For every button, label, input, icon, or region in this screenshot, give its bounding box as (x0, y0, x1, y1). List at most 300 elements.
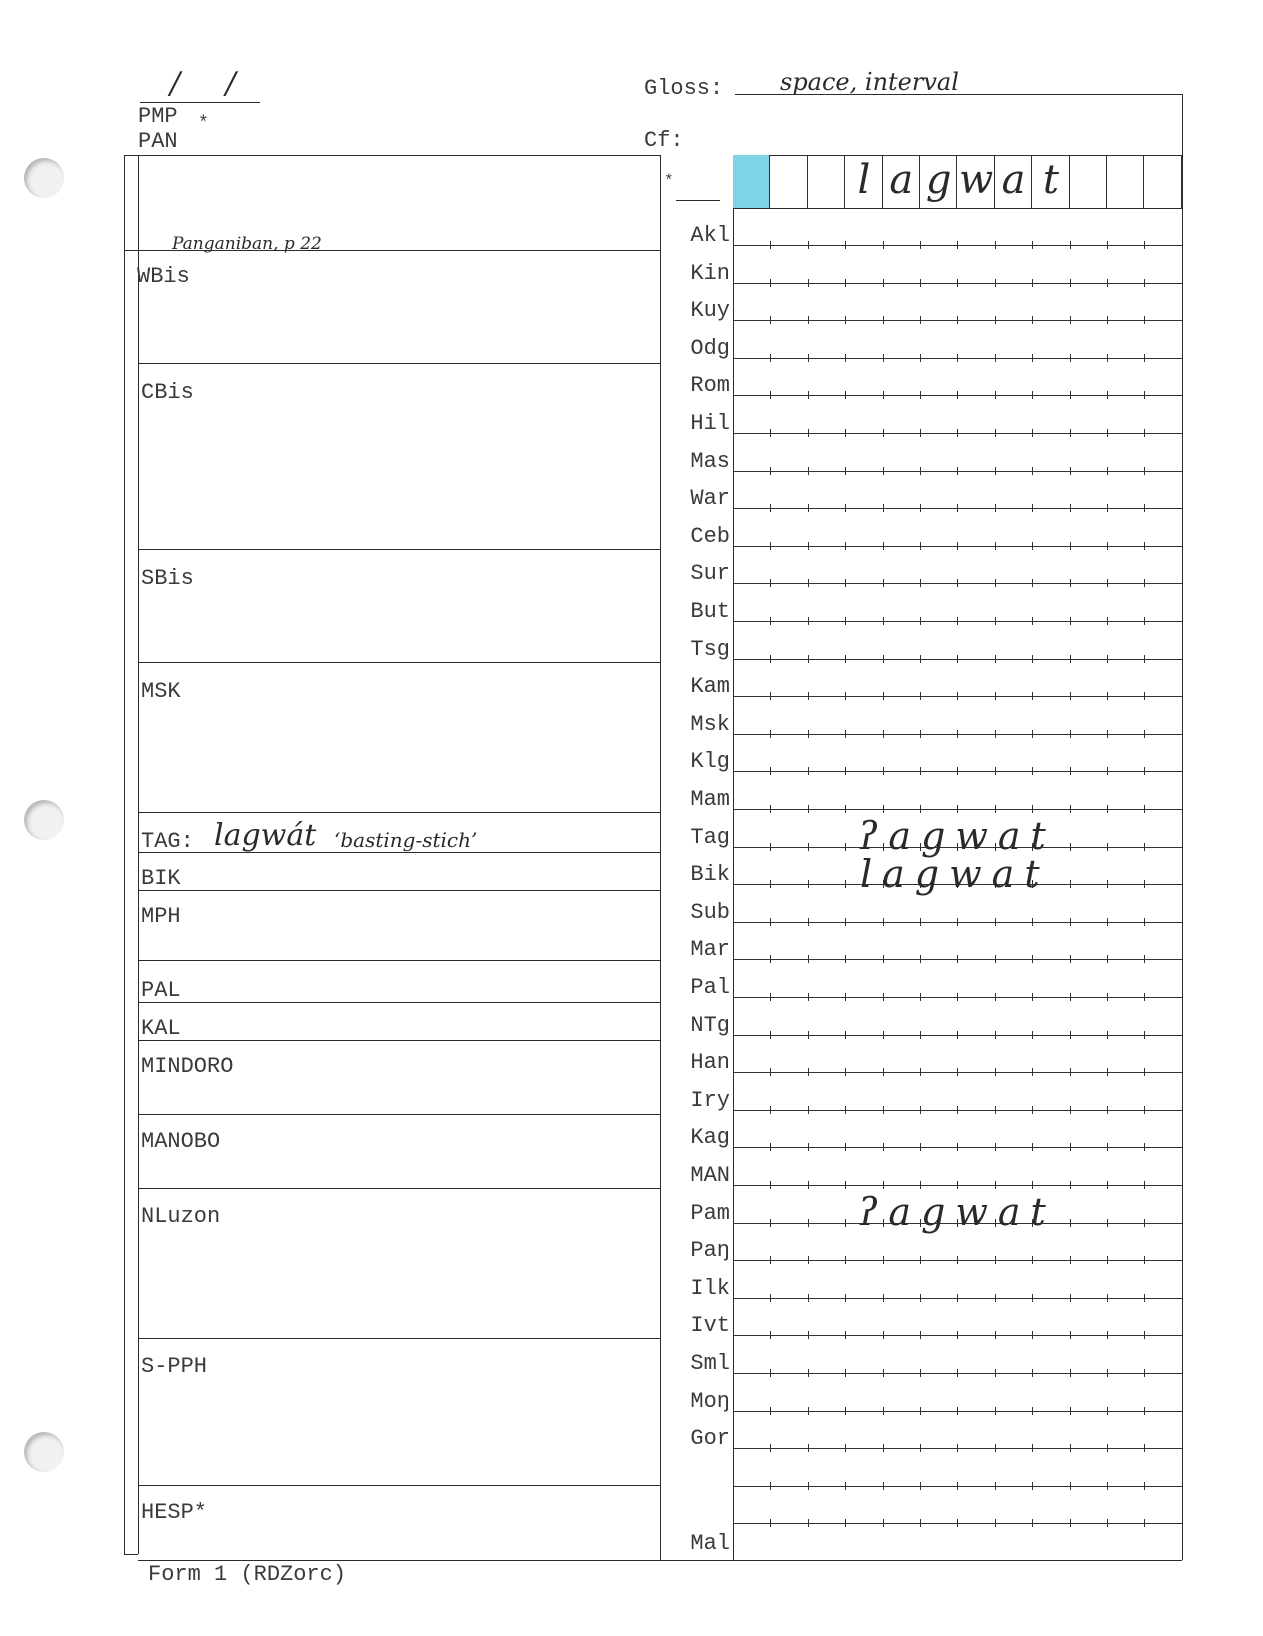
row-tick (957, 279, 958, 287)
row-tick (845, 1482, 846, 1490)
notes-right-border (660, 155, 661, 1560)
row-tick (1107, 1331, 1108, 1339)
row-tick (1070, 655, 1071, 663)
row-tick (808, 880, 809, 888)
form-bik: lagwat (860, 852, 1050, 896)
row-tick (1144, 354, 1145, 362)
row-tick (1144, 1482, 1145, 1490)
row-tick (808, 391, 809, 399)
row-tick (957, 1331, 958, 1339)
row-tick (957, 241, 958, 249)
group-label-wbis: WBis (137, 264, 190, 289)
row-tick (883, 316, 884, 324)
row-tick (1032, 504, 1033, 512)
row-tick (1032, 1181, 1033, 1189)
form-tag: ʔagwat (858, 814, 1056, 858)
language-label-17: Bik (690, 862, 730, 888)
row-tick (1144, 1256, 1145, 1264)
row-tick (1032, 579, 1033, 587)
row-tick (920, 692, 921, 700)
row-tick (1070, 880, 1071, 888)
group-separator (138, 662, 660, 663)
row-tick (1107, 1031, 1108, 1039)
reconstruction-cell (733, 155, 770, 208)
row-tick (883, 1519, 884, 1527)
row-tick (1070, 1031, 1071, 1039)
row-tick (957, 955, 958, 963)
group-label-manobo: MANOBO (141, 1129, 221, 1154)
row-tick (920, 279, 921, 287)
row-tick (995, 316, 996, 324)
pan-label: PAN (138, 129, 178, 154)
row-tick (1107, 1407, 1108, 1415)
row-tick (1032, 918, 1033, 926)
row-tick (808, 1068, 809, 1076)
row-tick (1032, 542, 1033, 550)
row-tick (770, 1143, 771, 1151)
row-tick (995, 1143, 996, 1151)
row-tick (808, 730, 809, 738)
language-label-21: NTg (690, 1012, 730, 1038)
row-tick (1144, 542, 1145, 550)
language-label-7: War (690, 486, 730, 512)
row-tick (995, 579, 996, 587)
group-label-spph: S-PPH (141, 1354, 208, 1379)
row-tick (1107, 467, 1108, 475)
row-tick (1032, 692, 1033, 700)
row-tick (883, 354, 884, 362)
row-tick (1107, 542, 1108, 550)
row-tick (1107, 767, 1108, 775)
row-tick (883, 1444, 884, 1452)
row-tick (883, 1068, 884, 1076)
row-tick (1032, 279, 1033, 287)
row-tick (1070, 843, 1071, 851)
row-tick (995, 504, 996, 512)
row-tick (1032, 1256, 1033, 1264)
row-tick (770, 617, 771, 625)
row-tick (883, 1482, 884, 1490)
row-tick (920, 730, 921, 738)
row-tick (845, 1068, 846, 1076)
row-tick (957, 542, 958, 550)
group-separator (138, 812, 660, 813)
row-tick (1070, 1369, 1071, 1377)
row-tick (845, 1031, 846, 1039)
row-tick (770, 241, 771, 249)
row-tick (808, 993, 809, 1001)
row-tick (1107, 617, 1108, 625)
gloss-underline (735, 94, 1182, 95)
row-tick (770, 918, 771, 926)
row-tick (808, 1031, 809, 1039)
row-tick (1107, 805, 1108, 813)
row-tick (883, 1331, 884, 1339)
row-tick (1070, 767, 1071, 775)
row-tick (995, 1106, 996, 1114)
group-separator (138, 1114, 660, 1115)
row-tick (845, 241, 846, 249)
row-tick (1107, 692, 1108, 700)
row-tick (1070, 993, 1071, 1001)
row-tick (845, 1294, 846, 1302)
row-tick (957, 467, 958, 475)
row-tick (1144, 805, 1145, 813)
row-tick (883, 241, 884, 249)
row-tick (1032, 1482, 1033, 1490)
row-tick (808, 1106, 809, 1114)
reconstruction-cell (1144, 155, 1181, 208)
row-tick (845, 918, 846, 926)
row-tick (1144, 655, 1145, 663)
row-tick (920, 805, 921, 813)
row-tick (770, 805, 771, 813)
row-tick (995, 1444, 996, 1452)
row-tick (1144, 579, 1145, 587)
row-tick (845, 1519, 846, 1527)
row-tick (957, 1444, 958, 1452)
row-tick (957, 1106, 958, 1114)
row-tick (883, 1106, 884, 1114)
reconstruction-letter: a (889, 157, 914, 203)
row-tick (1032, 1369, 1033, 1377)
reconstruction-letter: w (958, 157, 994, 203)
row-tick (957, 1482, 958, 1490)
row-tick (1032, 1031, 1033, 1039)
row-tick (883, 391, 884, 399)
row-tick (808, 1519, 809, 1527)
row-tick (1070, 241, 1071, 249)
row-tick (845, 1444, 846, 1452)
row-tick (770, 730, 771, 738)
reconstruction-letter: a (1001, 157, 1026, 203)
row-tick (1144, 1331, 1145, 1339)
binder-hole-bottom (24, 1432, 64, 1472)
row-tick (1144, 1407, 1145, 1415)
row-tick (1070, 730, 1071, 738)
row-tick (808, 467, 809, 475)
row-tick (883, 918, 884, 926)
row-tick (1032, 730, 1033, 738)
form-left-outer-border (124, 155, 125, 1554)
row-tick (1032, 391, 1033, 399)
row-tick (1107, 843, 1108, 851)
row-tick (1070, 805, 1071, 813)
row-tick (1032, 467, 1033, 475)
gloss-label: Gloss: (644, 76, 724, 101)
form-bottom-border (138, 1560, 1182, 1561)
row-tick (957, 730, 958, 738)
row-tick (883, 1143, 884, 1151)
row-tick (1070, 579, 1071, 587)
row-tick (1144, 429, 1145, 437)
language-label-12: Kam (690, 674, 730, 700)
row-tick (770, 316, 771, 324)
reconstruction-cell (1070, 155, 1107, 208)
row-tick (883, 1031, 884, 1039)
group-label-bik: BIK (141, 866, 181, 891)
row-tick (920, 1256, 921, 1264)
row-tick (995, 1256, 996, 1264)
row-tick (1144, 993, 1145, 1001)
row-tick (1032, 1444, 1033, 1452)
reconstruction-underline (676, 200, 720, 201)
row-tick (1107, 1181, 1108, 1189)
row-tick (770, 504, 771, 512)
row-tick (883, 1407, 884, 1415)
group-label-mindoro: MINDORO (141, 1054, 234, 1079)
row-tick (995, 805, 996, 813)
row-tick (1107, 1369, 1108, 1377)
row-tick (845, 429, 846, 437)
row-tick (1107, 1106, 1108, 1114)
row-tick (1144, 1519, 1145, 1527)
row-tick (883, 767, 884, 775)
row-tick (1107, 579, 1108, 587)
row-tick (1107, 1444, 1108, 1452)
language-label-14: Klg (690, 749, 730, 775)
row-tick (770, 1369, 771, 1377)
form-top-border (124, 155, 660, 156)
row-tick (920, 918, 921, 926)
row-tick (845, 467, 846, 475)
row-tick (995, 1181, 996, 1189)
row-tick (920, 391, 921, 399)
row-tick (770, 1031, 771, 1039)
form-bottom-tab (124, 1554, 138, 1555)
row-tick (845, 504, 846, 512)
row-tick (995, 1519, 996, 1527)
group-label-sbis: SBis (141, 566, 194, 591)
language-label-16: Tag (690, 824, 730, 850)
group-label-kal: KAL (141, 1016, 181, 1041)
row-tick (770, 429, 771, 437)
row-tick (770, 467, 771, 475)
row-tick (1070, 1068, 1071, 1076)
group-separator (138, 890, 660, 891)
tag-entry-word: lagwát (214, 818, 317, 853)
row-tick (920, 241, 921, 249)
row-tick (808, 617, 809, 625)
row-tick (957, 918, 958, 926)
row-tick (883, 993, 884, 1001)
row-tick (957, 617, 958, 625)
row-tick (845, 1219, 846, 1227)
row-tick (995, 692, 996, 700)
row-tick (845, 1331, 846, 1339)
row-tick (920, 955, 921, 963)
row-tick (1107, 279, 1108, 287)
row-tick (920, 655, 921, 663)
row-tick (1070, 1444, 1071, 1452)
row-tick (1107, 955, 1108, 963)
row-tick (770, 279, 771, 287)
row-tick (808, 692, 809, 700)
row-tick (957, 1181, 958, 1189)
row-tick (1144, 1031, 1145, 1039)
language-label-15: Mam (690, 787, 730, 812)
row-tick (770, 1407, 771, 1415)
row-tick (845, 1106, 846, 1114)
row-tick (1032, 1519, 1033, 1527)
row-tick (1144, 1181, 1145, 1189)
row-tick (808, 241, 809, 249)
row-tick (957, 805, 958, 813)
row-tick (808, 1219, 809, 1227)
language-label-23: Iry (690, 1087, 730, 1113)
language-label-5: Hil (690, 411, 730, 436)
row-tick (1107, 918, 1108, 926)
row-tick (770, 993, 771, 1001)
row-tick (920, 1143, 921, 1151)
row-tick (808, 542, 809, 550)
row-tick (1144, 1068, 1145, 1076)
tag-entry-gloss: ‘basting-stich’ (334, 828, 478, 852)
row-tick (770, 767, 771, 775)
pmp-label: PMP (138, 104, 178, 129)
row-tick (808, 504, 809, 512)
row-tick (1032, 429, 1033, 437)
row-tick (920, 354, 921, 362)
row-tick (995, 354, 996, 362)
language-label-2: Kuy (690, 298, 730, 324)
row-tick (1144, 1219, 1145, 1227)
row-tick (808, 1482, 809, 1490)
row-tick (770, 1444, 771, 1452)
row-tick (1144, 1444, 1145, 1452)
row-tick (1032, 767, 1033, 775)
group-label-tag: TAG: (141, 829, 194, 854)
row-tick (995, 542, 996, 550)
row-tick (808, 429, 809, 437)
row-tick (1032, 617, 1033, 625)
row-tick (1144, 504, 1145, 512)
row-tick (808, 279, 809, 287)
row-tick (808, 579, 809, 587)
row-tick (1144, 918, 1145, 926)
row-tick (808, 1407, 809, 1415)
row-tick (1144, 843, 1145, 851)
gloss-value: space, interval (780, 68, 959, 96)
row-tick (883, 429, 884, 437)
row-tick (1107, 1482, 1108, 1490)
row-tick (770, 843, 771, 851)
row-tick (808, 1294, 809, 1302)
row-tick (1070, 391, 1071, 399)
group-separator (138, 1040, 660, 1041)
row-tick (995, 730, 996, 738)
reconstruction-cell (808, 155, 845, 208)
row-tick (920, 767, 921, 775)
row-tick (808, 1331, 809, 1339)
row-tick (995, 1407, 996, 1415)
language-label-19: Mar (690, 937, 730, 963)
row-tick (845, 1407, 846, 1415)
language-column-right-border (733, 155, 734, 1560)
row-tick (770, 542, 771, 550)
row-tick (920, 1519, 921, 1527)
row-tick (1032, 805, 1033, 813)
group-separator (138, 549, 660, 550)
row-tick (1070, 1331, 1071, 1339)
row-tick (995, 1068, 996, 1076)
group-separator (138, 1338, 660, 1339)
row-tick (1070, 542, 1071, 550)
row-tick (770, 354, 771, 362)
row-tick (808, 767, 809, 775)
reconstruction-letter: l (857, 157, 871, 203)
row-tick (1032, 655, 1033, 663)
language-label-28: Ilk (690, 1275, 730, 1301)
language-label-25: MAN (690, 1163, 730, 1188)
row-tick (770, 1482, 771, 1490)
slash-marks: / / (170, 66, 254, 101)
row-tick (957, 354, 958, 362)
row-tick (1070, 1482, 1071, 1490)
row-tick (1107, 1256, 1108, 1264)
row-tick (845, 880, 846, 888)
language-label-11: Tsg (690, 636, 730, 662)
language-label-1: Kin (690, 260, 730, 286)
row-tick (1070, 692, 1071, 700)
group-label-mph: MPH (141, 904, 181, 929)
reconstruction-letter: t (1042, 157, 1059, 203)
row-tick (770, 1219, 771, 1227)
group-separator (138, 1002, 660, 1003)
group-label-cbis: CBis (141, 380, 194, 405)
row-tick (1144, 467, 1145, 475)
language-label-10: But (690, 599, 730, 624)
reconstruction-cell (1107, 155, 1144, 208)
row-tick (883, 542, 884, 550)
row-tick (845, 1181, 846, 1189)
row-tick (1107, 429, 1108, 437)
language-label-8: Ceb (690, 523, 730, 549)
row-tick (770, 880, 771, 888)
row-tick (845, 1256, 846, 1264)
row-tick (883, 1256, 884, 1264)
language-label-26: Pam (690, 1200, 730, 1226)
row-tick (1144, 730, 1145, 738)
row-tick (845, 955, 846, 963)
row-tick (808, 354, 809, 362)
row-tick (920, 1407, 921, 1415)
group-separator (138, 960, 660, 961)
row-tick (1144, 1106, 1145, 1114)
row-tick (920, 467, 921, 475)
row-tick (957, 391, 958, 399)
row-tick (845, 391, 846, 399)
row-tick (883, 1294, 884, 1302)
row-tick (1070, 1519, 1071, 1527)
language-label-22: Han (690, 1050, 730, 1076)
row-tick (1070, 467, 1071, 475)
row-tick (920, 1482, 921, 1490)
row-tick (808, 1256, 809, 1264)
language-label-20: Pal (690, 975, 730, 1000)
row-tick (920, 504, 921, 512)
row-tick (957, 1068, 958, 1076)
row-tick (770, 955, 771, 963)
row-tick (1107, 730, 1108, 738)
row-tick (1070, 1294, 1071, 1302)
row-tick (883, 579, 884, 587)
row-tick (1070, 279, 1071, 287)
row-tick (883, 467, 884, 475)
row-tick (845, 316, 846, 324)
group-separator (138, 1485, 660, 1486)
row-tick (1144, 1369, 1145, 1377)
